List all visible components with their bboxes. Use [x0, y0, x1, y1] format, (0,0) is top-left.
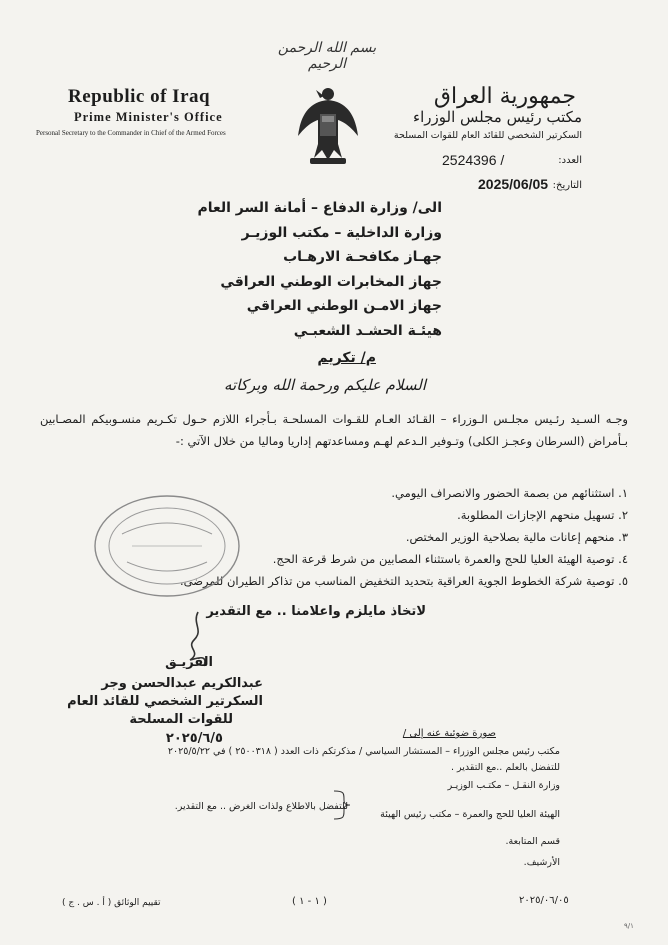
date-label: التاريخ: [552, 180, 582, 191]
footer-date: ٢٠٢٥/٠٦/٠٥ [519, 895, 569, 906]
list-item: ٤. توصية الهيئة العليا للحج والعمرة باستثناء المصابين من شرط قرعة الحج. [272, 552, 628, 566]
list-item: ٢. تسهيل منحهم الإجازات المطلوبة. [457, 508, 628, 522]
subject-line: م/ تكريم [317, 350, 376, 366]
header-en-secretary: Personal Secretary to the Commander in Chief of the Armed Forces [36, 129, 226, 137]
cc-item: الأرشيف. [523, 857, 560, 868]
cc-item: وزارة النقـل – مكتـب الوزيـر [447, 780, 560, 791]
cc-item-note: للتفضل بالعلم ..مع التقدير . [451, 762, 560, 773]
recipient: وزارة الداخلية – مكتب الوزيـر [241, 224, 442, 241]
signature-date: ٢٠٢٥/٦/٥ [165, 731, 223, 746]
basmala: بسم الله الرحمن الرحيم [277, 40, 377, 72]
corner-mark: ٩/١ [624, 922, 634, 930]
iraq-eagle-emblem-icon [296, 80, 360, 170]
list-item: ٣. منحهم إعانات مالية بصلاحية الوزير المختص. [405, 530, 628, 544]
page-number: ( ١ - ١ ) [292, 896, 327, 907]
recipient: الى/ وزارة الدفاع – أمانة السر العام [197, 200, 442, 216]
number-value: 2524396 / [442, 152, 505, 168]
closing-line: لاتخاذ مايلزم واعلامنا .. مع التقدير [206, 604, 426, 619]
header-ar-title: جمهورية العراق [433, 84, 576, 109]
signatory-name: عبدالكريم عبدالحسن وجر [101, 676, 263, 691]
recipient-list [197, 196, 442, 343]
cc-item: قسم المتابعة. [505, 836, 560, 847]
date-value: 2025/06/05 [478, 176, 549, 192]
greeting: السلام عليكم ورحمة الله وبركاته [224, 376, 426, 394]
header-ar-office: مكتب رئيس مجلس الوزراء [413, 108, 582, 126]
office-stamp-icon [92, 492, 242, 600]
recipient: جهاز الامـن الوطني العراقي [246, 298, 442, 314]
cc-item-note: للتفضل بالاطلاع ولذات الغرض .. مع التقدير. [174, 801, 348, 812]
cc-item: مكتب رئيس مجلس الوزراء – المستشار السياسي / مذكرتكم ذات العدد ( ٢٥٠٠٣١٨ ) في ٢٠٢٥/٥/٢٢ [167, 746, 560, 757]
recipient: جهـاز مكافحـة الارهـاب [283, 249, 442, 265]
signatory-title: السكرتير الشخصي للقائد العام [67, 694, 263, 709]
header-en-title: Republic of Iraq [68, 86, 211, 107]
signatory-rank: الفريـق [165, 655, 213, 670]
header-en-office: Prime Minister's Office [74, 110, 223, 124]
recipient: جهاز المخابرات الوطني العراقي [220, 273, 442, 290]
list-item: ٥. توصية شركة الخطوط الجوية العراقية بتحديد التخفيض المناسب من تذاكر الطيران للمرضى. [179, 574, 628, 588]
footer-code: تقييم الوثائق ( أ . س . ج ) [62, 898, 161, 908]
list-item: ١. استثنائهم من بصمة الحضور والانصراف اليومي. [391, 486, 628, 500]
cc-heading: صورة ضوئية عنه إلى / [402, 728, 496, 739]
cc-item: الهيئة العليا للحج والعمرة – مكتب رئيس الهيئة [380, 809, 560, 820]
body-paragraph: وجـه السـيد رئـيس مجلـس الـوزراء – القـائد العـام للقـوات المسلحـة بـأجراء اللازم حـول تكـريم منسـوبيكم المصـابين بـأمراض (السرطان وعجـز الكلى) وتـوفير الـدعم لهـم ومساعدتهم إداريا وماليا من خلال الآتي :- [40, 412, 628, 448]
number-label: العدد: [558, 155, 582, 166]
header-ar-secretary: السكرتير الشخصي للقائد العام للقوات المسلحة [393, 130, 582, 141]
signatory-title: للقوات المسلحة [129, 712, 233, 727]
recipient: هيئـة الحشـد الشعبـي [293, 322, 442, 339]
